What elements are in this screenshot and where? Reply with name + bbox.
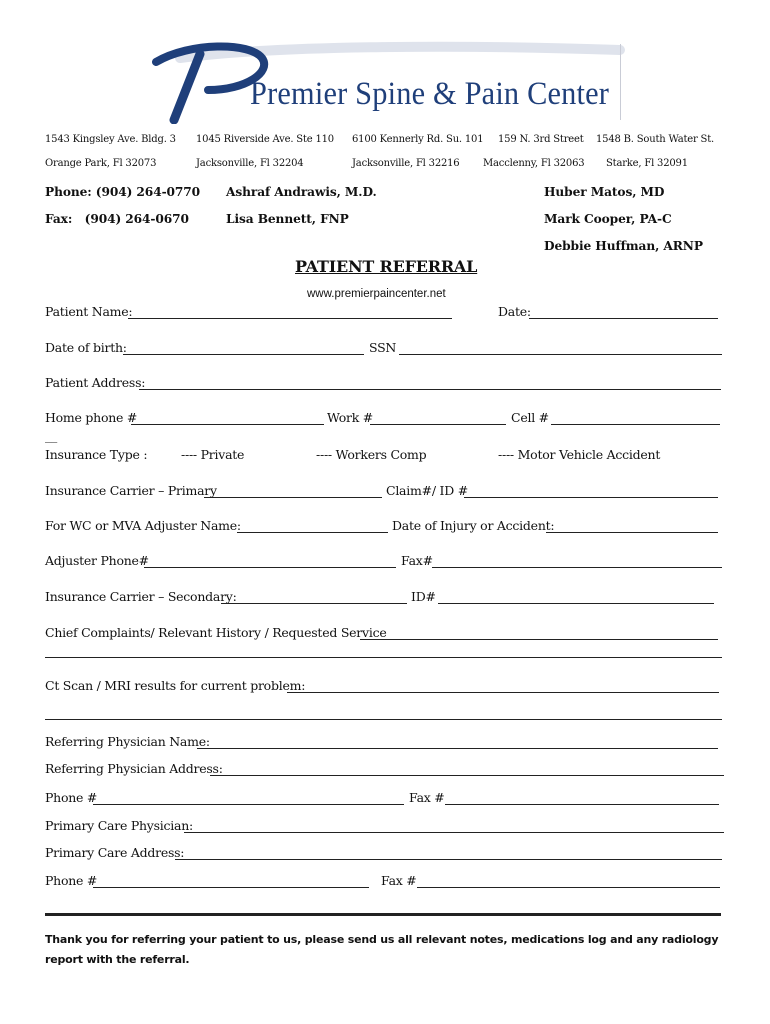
website-link[interactable]: www.premierpaincenter.net — [307, 288, 446, 300]
insurance-workers-comp-option[interactable]: ---- Workers Comp — [316, 447, 427, 462]
adjuster-phone-field[interactable] — [144, 567, 396, 568]
ssn-field[interactable] — [399, 354, 722, 355]
address-3-line1: 6100 Kennerly Rd. Su. 101 — [352, 134, 484, 145]
work-phone-field[interactable] — [370, 424, 506, 425]
patient-name-label: Patient Name: — [45, 304, 133, 319]
carrier-primary-field[interactable] — [204, 497, 382, 498]
clinic-fax: Fax: (904) 264-0670 — [45, 212, 189, 226]
ref-fax-field[interactable] — [445, 804, 719, 805]
address-2-line2: Jacksonville, Fl 32204 — [196, 158, 304, 169]
pc-fax-label: Fax # — [381, 873, 417, 888]
dob-label: Date of birth: — [45, 340, 127, 355]
address-3-line2: Jacksonville, Fl 32216 — [352, 158, 460, 169]
form-title: PATIENT REFERRAL — [295, 257, 478, 276]
provider-bennett: Lisa Bennett, FNP — [226, 212, 349, 226]
secondary-id-field[interactable] — [438, 603, 714, 604]
address-4-line1: 159 N. 3rd Street — [498, 134, 584, 145]
cell-phone-label: Cell # — [511, 410, 549, 425]
provider-matos: Huber Matos, MD — [544, 185, 665, 199]
wc-adjuster-field[interactable] — [237, 532, 388, 533]
chief-complaints-field-line2[interactable] — [45, 657, 722, 658]
ct-scan-field-line2[interactable] — [45, 719, 722, 720]
adjuster-fax-label: Fax# — [401, 553, 433, 568]
pcp-label: Primary Care Physician: — [45, 818, 193, 833]
home-phone-label: Home phone # — [45, 410, 138, 425]
ref-phys-name-label: Referring Physician Name: — [45, 734, 210, 749]
cell-phone-field[interactable] — [551, 424, 720, 425]
address-4-line2: Macclenny, Fl 32063 — [483, 158, 585, 169]
pc-phone-field[interactable] — [93, 887, 369, 888]
ct-scan-field-line1[interactable] — [287, 692, 719, 693]
date-label: Date: — [498, 304, 531, 319]
insurance-private-option[interactable]: ---- Private — [181, 447, 245, 462]
pcp-field[interactable] — [184, 832, 724, 833]
provider-cooper: Mark Cooper, PA-C — [544, 212, 672, 226]
clinic-phone: Phone: (904) 264-0770 — [45, 185, 201, 199]
carrier-primary-label: Insurance Carrier – Primary — [45, 483, 217, 498]
insurance-type-label: Insurance Type : — [45, 447, 148, 462]
logo-divider — [620, 44, 621, 120]
patient-address-label: Patient Address: — [45, 375, 146, 390]
work-phone-label: Work # — [327, 410, 374, 425]
ref-phys-name-field[interactable] — [197, 748, 718, 749]
ref-phys-address-field[interactable] — [210, 775, 724, 776]
chief-complaints-label: Chief Complaints/ Relevant History / Requested Service — [45, 625, 387, 640]
pc-phone-label: Phone # — [45, 873, 98, 888]
cell-overflow-line: __ — [45, 428, 57, 443]
ref-fax-label: Fax # — [409, 790, 445, 805]
pc-address-field[interactable] — [175, 859, 722, 860]
dob-field[interactable] — [123, 354, 364, 355]
claim-id-label: Claim#/ ID # — [386, 483, 468, 498]
insurance-motor-vehicle-option[interactable]: ---- Motor Vehicle Accident — [498, 447, 661, 462]
adjuster-phone-label: Adjuster Phone# — [45, 553, 149, 568]
pc-fax-field[interactable] — [417, 887, 720, 888]
home-phone-field[interactable] — [131, 424, 324, 425]
patient-address-field[interactable] — [139, 389, 721, 390]
patient-name-field[interactable] — [128, 318, 452, 319]
clinic-logo — [150, 40, 625, 124]
address-5-line1: 1548 B. South Water St. — [596, 134, 714, 145]
address-1-line1: 1543 Kingsley Ave. Bldg. 3 — [45, 134, 176, 145]
ct-scan-label: Ct Scan / MRI results for current problem: — [45, 678, 306, 693]
logo-text: Premier Spine & Pain Center — [250, 76, 610, 112]
provider-andrawis: Ashraf Andrawis, M.D. — [226, 185, 377, 199]
ref-phone-label: Phone # — [45, 790, 98, 805]
pc-address-label: Primary Care Address: — [45, 845, 185, 860]
address-5-line2: Starke, Fl 32091 — [606, 158, 688, 169]
ref-phys-address-label: Referring Physician Address: — [45, 761, 223, 776]
chief-complaints-field-line1[interactable] — [360, 639, 718, 640]
ref-phone-field[interactable] — [93, 804, 404, 805]
footer-divider — [45, 913, 721, 916]
footer-note: Thank you for referring your patient to us, please send us all relevant notes, medications log and any radiology report with the referral. — [45, 933, 719, 966]
secondary-id-label: ID# — [411, 589, 436, 604]
date-field[interactable] — [529, 318, 718, 319]
carrier-secondary-field[interactable] — [221, 603, 407, 604]
ssn-label: SSN — [369, 340, 397, 355]
date-injury-label: Date of Injury or Accident: — [392, 518, 555, 533]
address-1-line2: Orange Park, Fl 32073 — [45, 158, 157, 169]
date-injury-field[interactable] — [546, 532, 718, 533]
claim-id-field[interactable] — [464, 497, 718, 498]
wc-adjuster-label: For WC or MVA Adjuster Name: — [45, 518, 241, 533]
address-2-line1: 1045 Riverside Ave. Ste 110 — [196, 134, 334, 145]
provider-huffman: Debbie Huffman, ARNP — [544, 239, 703, 253]
adjuster-fax-field[interactable] — [432, 567, 722, 568]
carrier-secondary-label: Insurance Carrier – Secondary: — [45, 589, 237, 604]
